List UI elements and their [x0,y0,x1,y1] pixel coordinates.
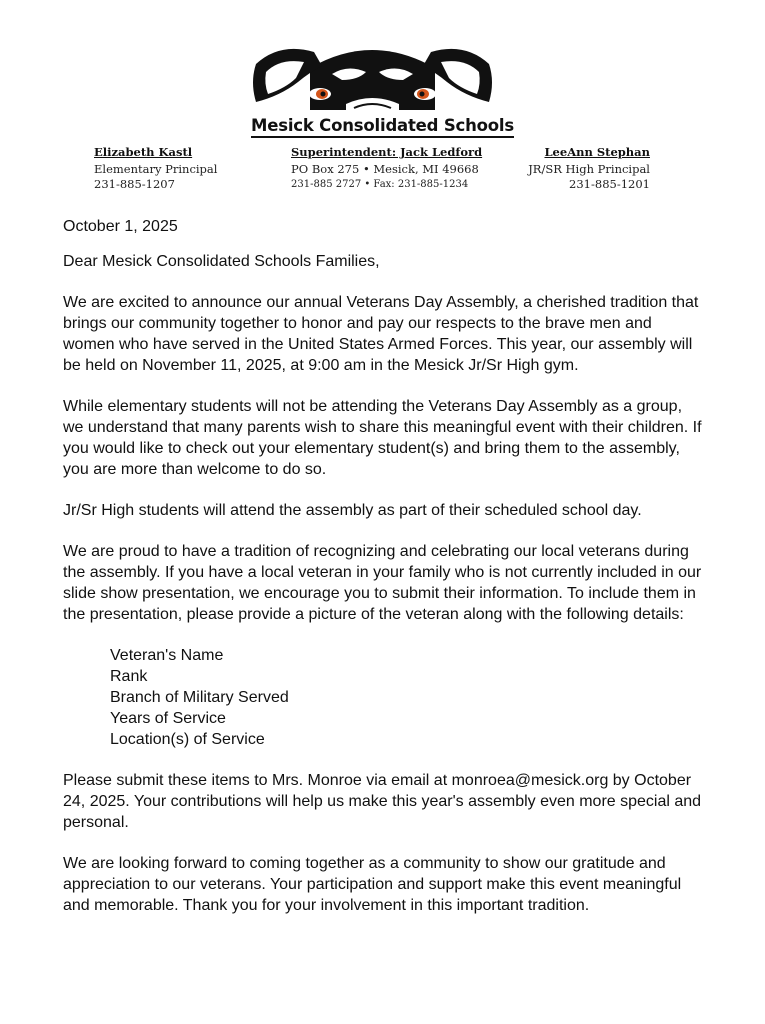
school-name: Mesick Consolidated Schools [0,116,765,135]
list-item: Branch of Military Served [110,689,289,706]
paragraph-veterans: We are proud to have a tradition of recognizing and celebrating our local veterans during the assembly. If you have a local veteran in your family who is not currently included in our slide show presentation, we encourage you to submit their information. To include them in the presentation, please provide a picture of the veteran along with the following details: [63,543,702,623]
paragraph-announcement: We are excited to announce our annual Veterans Day Assembly, a cherished tradition that brings our community together to honor and pay our respects to the brave men and women who have served in the United States Armed Forces. This year, our assembly will be held on November 11, 2025, at 9:00 am in the Mesick Jr/Sr High gym. [63,294,699,374]
bulldog-logo-icon [250,38,495,118]
district-phone-fax: 231-885 2727 • Fax: 231-885-1234 [291,179,469,190]
high-school-principal-phone: 231-885-1201 [569,177,650,191]
elementary-principal-title: Elementary Principal [94,162,218,176]
elementary-principal-name: Elizabeth Kastl [94,145,193,159]
district-address: PO Box 275 • Mesick, MI 49668 [291,162,479,176]
paragraph-closing: We are looking forward to coming together as a community to show our gratitude and appreciation to our veterans. Your participation and support make this event meaningful and memorable. Thank you for your involvement in this important tradition. [63,855,682,914]
letterhead [0,0,765,200]
list-item: Years of Service [110,710,226,727]
high-school-principal-title: JR/SR High Principal [528,162,650,176]
list-item: Location(s) of Service [110,731,265,748]
letter-salutation: Dear Mesick Consolidated Schools Families, [63,253,380,270]
paragraph-submission: Please submit these items to Mrs. Monroe via email at monroea@mesick.org by October 24, 2025. Your contributions will help us make this year's assembly even more special and personal. [63,772,702,831]
superintendent-name: Superintendent: Jack Ledford [291,145,483,159]
list-item: Veteran's Name [110,647,224,664]
veteran-details-list [110,645,703,750]
staff-block-elementary [94,145,217,192]
high-school-principal-name: LeeAnn Stephan [544,145,650,159]
staff-block-superintendent [291,145,482,192]
letter-body [63,216,703,936]
paragraph-high-school: Jr/Sr High students will attend the assembly as part of their scheduled school day. [63,502,642,519]
elementary-principal-phone: 231-885-1207 [94,177,175,191]
letter-date: October 1, 2025 [63,218,178,235]
list-item: Rank [110,668,148,685]
staff-block-high-school [528,145,650,192]
paragraph-elementary: While elementary students will not be attending the Veterans Day Assembly as a group, we understand that many parents wish to share this meaningful event with their children. If you would like to check out your elementary student(s) and bring them to the assembly, you are more than welcome to do so. [63,398,702,478]
